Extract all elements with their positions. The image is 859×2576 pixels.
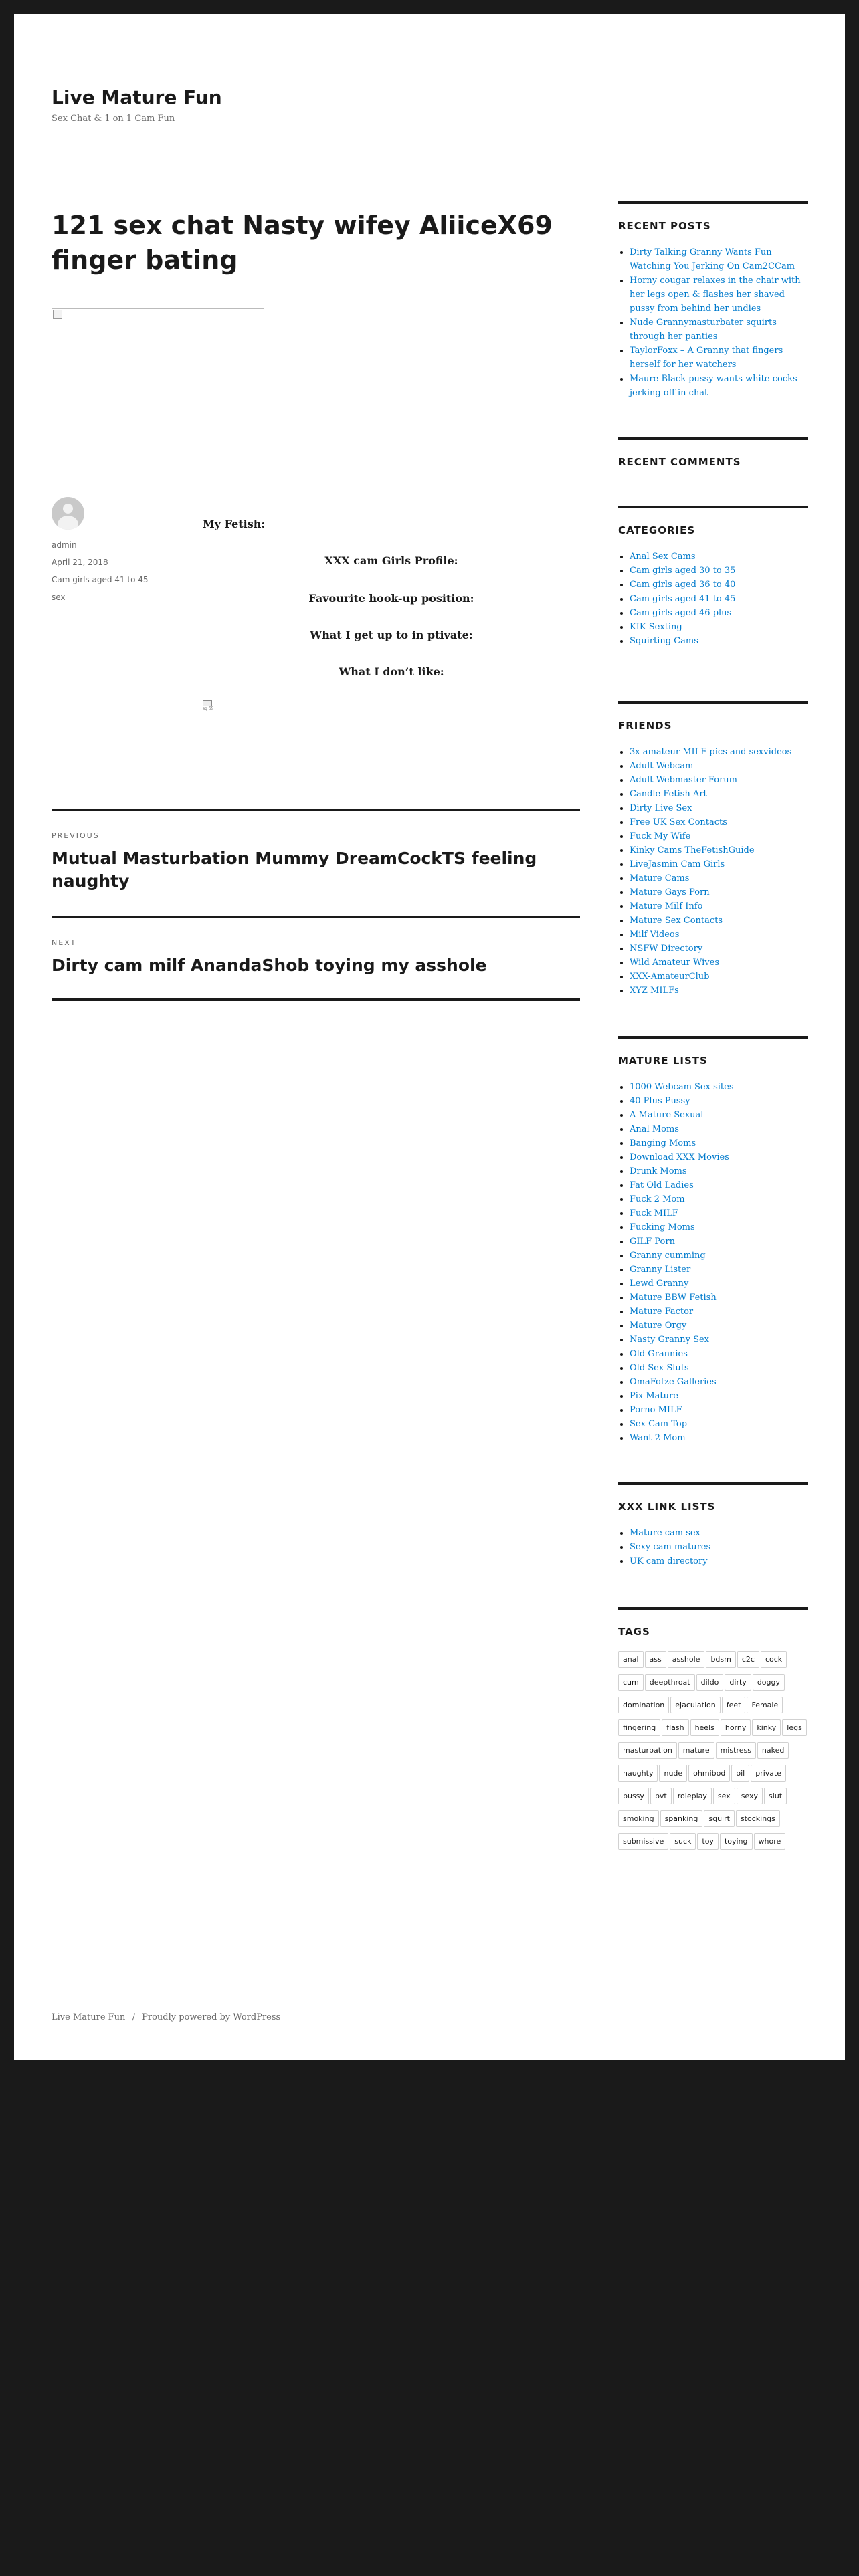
list-item [630,745,808,759]
list-item [630,1526,808,1540]
list-item-link[interactable]: Cam girls aged 46 plus [630,608,732,618]
list-item [630,970,808,984]
tag-link[interactable]: sexy [737,1788,763,1804]
site-header [52,86,222,124]
list-item-link[interactable]: Want 2 Mom [630,1433,686,1443]
list-item-link[interactable]: Fat Old Ladies [630,1180,694,1190]
tag-link[interactable]: ass [645,1651,666,1668]
tag-link[interactable]: sex [713,1788,735,1804]
tag-link[interactable]: naughty [618,1765,658,1782]
list-item [630,606,808,620]
content-position: Favourite hook-up position: [308,592,474,605]
widget-title: FRIENDS [618,720,672,732]
list-item [630,787,808,801]
tag-link[interactable]: heels [690,1719,719,1736]
list-item [630,1291,808,1305]
tag-link[interactable]: dildo [696,1674,724,1691]
list-item [630,773,808,787]
broken-image-icon [53,310,62,319]
widget-xxx-link-lists [618,1482,808,1566]
tag-link[interactable]: bdsm [706,1651,735,1668]
tag-link[interactable]: anal [618,1651,644,1668]
widget-title: RECENT COMMENTS [618,456,741,468]
list-item-link[interactable]: KIK Sexting [630,622,682,632]
post-date-link[interactable]: April 21, 2018 [52,558,108,567]
list-item [630,1403,808,1417]
tag-link[interactable]: mature [678,1742,714,1759]
content-image-caption: sq 59 [203,706,214,711]
list-item [630,1263,808,1277]
list-item [630,815,808,829]
tag-link[interactable]: pvt [650,1788,672,1804]
list-item-link[interactable]: Nude Grannymasturbater squirts through her panties [630,318,777,342]
list-item-link[interactable]: A Mature Sexual [630,1110,704,1120]
site-description: Sex Chat & 1 on 1 Cam Fun [52,114,175,124]
tag-link[interactable]: kinky [752,1719,781,1736]
list-item-link[interactable]: XXX-AmateurClub [630,972,710,982]
tag-link[interactable]: Female [747,1697,783,1713]
content-private: What I get up to in ptivate: [310,629,473,641]
tag-link[interactable]: naked [757,1742,789,1759]
widget-tags [618,1607,808,1846]
list-item-link[interactable]: Granny cumming [630,1251,706,1261]
list-item [630,1164,808,1178]
list-item-link[interactable]: LiveJasmin Cam Girls [630,859,725,869]
nav-previous[interactable] [52,811,580,916]
tag-link[interactable]: pussy [618,1788,649,1804]
list-item-link[interactable]: Squirting Cams [630,636,698,646]
list-item-link[interactable]: GILF Porn [630,1237,675,1247]
post-navigation [52,809,580,1001]
tag-link[interactable]: doggy [753,1674,785,1691]
list-item [630,1361,808,1375]
list-item-link[interactable]: 1000 Webcam Sex sites [630,1082,734,1092]
footer-separator: / [132,2012,135,2022]
list-item-link[interactable]: Cam girls aged 41 to 45 [630,594,736,604]
categories-list [618,550,808,648]
list-item-link[interactable]: Sexy cam matures [630,1542,711,1552]
list-item-link[interactable]: Old Grannies [630,1349,688,1359]
tag-link[interactable]: stockings [736,1810,780,1827]
list-item [630,1389,808,1403]
tag-link[interactable]: legs [782,1719,807,1736]
list-item [630,914,808,928]
list-item [630,1347,808,1361]
list-item-link[interactable]: Porno MILF [630,1405,682,1415]
post-author-link[interactable]: admin [52,540,77,550]
list-item [630,1417,808,1431]
list-item-link[interactable]: OmaFotze Galleries [630,1377,717,1387]
list-item-link[interactable]: Lewd Granny [630,1279,689,1289]
list-item-link[interactable]: Nasty Granny Sex [630,1335,709,1345]
nav-next-title[interactable]: Dirty cam milf AnandaShob toying my asshole [52,956,487,975]
list-item [630,316,808,344]
list-item [630,1249,808,1263]
widget-mature-lists [618,1036,808,1443]
tag-link[interactable]: fingering [618,1719,660,1736]
footer-powered-by-link[interactable]: Proudly powered by WordPress [142,2012,281,2022]
list-item-link[interactable]: Download XXX Movies [630,1152,729,1162]
list-item-link[interactable]: Fuck MILF [630,1208,678,1218]
list-item-link[interactable]: Milf Videos [630,930,680,940]
mature-lists-list [618,1080,808,1445]
list-item-link[interactable]: Mature Milf Info [630,901,703,911]
site-footer [52,2012,280,2022]
tag-link[interactable]: cum [618,1674,644,1691]
site-title-link[interactable]: Live Mature Fun [52,86,222,108]
tag-link[interactable]: private [751,1765,786,1782]
list-item [630,1150,808,1164]
list-item [630,928,808,942]
tag-link[interactable]: cock [761,1651,787,1668]
list-item-link[interactable]: Dirty Live Sex [630,803,692,813]
list-item [630,843,808,857]
list-item-link[interactable]: Maure Black pussy wants white cocks jerking off in chat [630,374,797,398]
list-item-link[interactable]: XYZ MILFs [630,986,679,996]
main-content [52,208,580,975]
tag-link[interactable]: deepthroat [645,1674,695,1691]
tag-cloud [618,1651,812,1856]
list-item [630,1554,808,1568]
tag-link[interactable]: flash [662,1719,688,1736]
list-item [630,1080,808,1094]
widget-title: MATURE LISTS [618,1055,708,1067]
list-item-link[interactable]: Adult Webcam [630,761,694,771]
list-item-link[interactable]: Mature BBW Fetish [630,1293,717,1303]
list-item-link[interactable]: Wild Amateur Wives [630,958,720,968]
list-item-link[interactable]: Cam girls aged 36 to 40 [630,580,736,590]
list-item [630,942,808,956]
list-item [630,885,808,899]
broken-image-icon [203,700,212,706]
tag-link[interactable]: spanking [660,1810,703,1827]
list-item-link[interactable]: TaylorFoxx – A Granny that fingers herself for her watchers [630,346,783,370]
list-item [630,1277,808,1291]
widget-friends [618,701,808,996]
list-item-link[interactable]: Horny cougar relaxes in the chair with her legs open & flashes her shaved pussy from behind her undies [630,276,801,314]
list-item [630,344,808,372]
post-category-link[interactable]: Cam girls aged 41 to 45 [52,575,149,584]
list-item [630,1178,808,1192]
tag-link[interactable]: slut [764,1788,787,1804]
list-item-link[interactable]: Mature Cams [630,873,690,883]
tag-link[interactable]: whore [754,1833,786,1850]
list-item-link[interactable]: Sex Cam Top [630,1419,688,1429]
xxx-link-lists-list [618,1526,808,1568]
list-item [630,564,808,578]
list-item [630,1235,808,1249]
list-item [630,801,808,815]
list-item-link[interactable]: NSFW Directory [630,944,703,954]
list-item [630,245,808,274]
post-title: 121 sex chat Nasty wifey AliiceX69 finger bating [52,211,553,275]
nav-previous-label: PREVIOUS [52,831,100,840]
list-item [630,620,808,634]
list-item [630,1192,808,1206]
list-item-link[interactable]: Fucking Moms [630,1222,695,1232]
list-item-link[interactable]: 3x amateur MILF pics and sexvideos [630,747,792,757]
list-item-link[interactable]: Mature Sex Contacts [630,916,723,926]
list-item-link[interactable]: Banging Moms [630,1138,696,1148]
list-item-link[interactable]: Pix Mature [630,1391,678,1401]
post-tag-link[interactable]: sex [52,593,66,602]
list-item [630,1108,808,1122]
list-item-link[interactable]: Cam girls aged 30 to 35 [630,566,736,576]
tag-link[interactable]: ohmibod [688,1765,730,1782]
friends-list [618,745,808,998]
tag-link[interactable]: toy [697,1833,719,1850]
nav-next[interactable] [52,918,580,998]
page-container [14,14,845,2060]
list-item-link[interactable]: Mature Factor [630,1307,694,1317]
list-item [630,1319,808,1333]
widget-title: TAGS [618,1626,650,1638]
list-item-link[interactable]: Dirty Talking Granny Wants Fun Watching You Jerking On Cam2CCam [630,247,795,272]
list-item [630,1220,808,1235]
tag-link[interactable]: nude [659,1765,687,1782]
list-item [630,984,808,998]
tag-link[interactable]: masturbation [618,1742,677,1759]
list-item [630,871,808,885]
list-item [630,1540,808,1554]
tag-link[interactable]: suck [670,1833,696,1850]
post-thumbnail-broken-image [52,308,264,320]
tag-link[interactable]: mistress [716,1742,756,1759]
list-item [630,1094,808,1108]
post-meta [52,497,165,602]
nav-next-label: NEXT [52,938,77,947]
tag-link[interactable]: feet [722,1697,746,1713]
list-item [630,1375,808,1389]
list-item-link[interactable]: Mature Orgy [630,1321,687,1331]
list-item-link[interactable]: Anal Sex Cams [630,552,696,562]
list-item [630,1136,808,1150]
tag-link[interactable]: domination [618,1697,669,1713]
list-item [630,634,808,648]
content-broken-image [203,700,215,711]
list-item [630,956,808,970]
footer-site-link[interactable]: Live Mature Fun [52,2012,126,2022]
nav-previous-title[interactable]: Mutual Masturbation Mummy DreamCockTS feeling naughty [52,849,537,891]
tag-link[interactable]: oil [731,1765,749,1782]
tag-link[interactable]: roleplay [673,1788,712,1804]
tag-link[interactable]: squirt [704,1810,735,1827]
list-item-link[interactable]: Mature Gays Porn [630,887,710,897]
list-item [630,1206,808,1220]
widget-title: XXX LINK LISTS [618,1501,716,1513]
list-item [630,899,808,914]
list-item-link[interactable]: Drunk Moms [630,1166,687,1176]
tag-link[interactable]: ejaculation [670,1697,720,1713]
author-avatar-icon [52,497,84,530]
list-item [630,857,808,871]
list-item [630,1333,808,1347]
widget-title: RECENT POSTS [618,220,711,232]
widget-categories [618,506,808,646]
list-item-link[interactable]: Granny Lister [630,1265,691,1275]
tag-link[interactable]: smoking [618,1810,659,1827]
list-item-link[interactable]: Fuck My Wife [630,831,691,841]
tag-link[interactable]: toying [720,1833,753,1850]
content-profile: XXX cam Girls Profile: [324,554,458,567]
list-item [630,1305,808,1319]
list-item [630,274,808,316]
nav-divider-bottom [52,998,580,1001]
widget-recent-posts [618,201,808,398]
tag-link[interactable]: dirty [725,1674,751,1691]
list-item-link[interactable]: Anal Moms [630,1124,679,1134]
list-item [630,1122,808,1136]
recent-posts-list [618,245,808,400]
list-item-link[interactable]: Adult Webmaster Forum [630,775,737,785]
widget-title: CATEGORIES [618,524,696,536]
tag-link[interactable]: asshole [668,1651,705,1668]
list-item [630,592,808,606]
list-item-link[interactable]: Mature cam sex [630,1528,700,1538]
list-item-link[interactable]: Fuck 2 Mom [630,1194,685,1204]
tag-link[interactable]: c2c [737,1651,759,1668]
list-item-link[interactable]: UK cam directory [630,1556,708,1566]
list-item [630,372,808,400]
tag-link[interactable]: submissive [618,1833,668,1850]
list-item [630,1431,808,1445]
list-item-link[interactable]: Candle Fetish Art [630,789,707,799]
tag-link[interactable]: horny [721,1719,751,1736]
content-dislike: What I don’t like: [339,665,444,678]
list-item-link[interactable]: Free UK Sex Contacts [630,817,727,827]
list-item-link[interactable]: 40 Plus Pussy [630,1096,690,1106]
list-item-link[interactable]: Old Sex Sluts [630,1363,689,1373]
widget-recent-comments [618,437,808,468]
list-item [630,759,808,773]
list-item [630,829,808,843]
list-item-link[interactable]: Kinky Cams TheFetishGuide [630,845,755,855]
list-item [630,578,808,592]
list-item [630,550,808,564]
content-fetish: My Fetish: [203,518,266,530]
